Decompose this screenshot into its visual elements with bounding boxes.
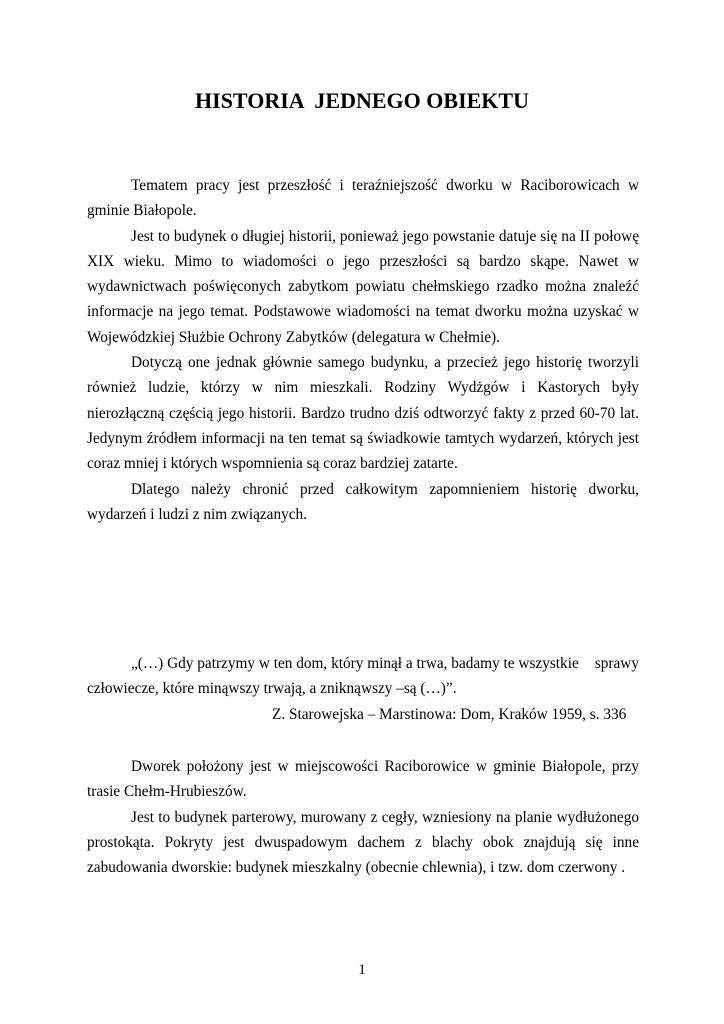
quote-first-line — [87, 651, 639, 676]
page-title: HISTORIA JEDNEGO OBIEKTU — [195, 88, 529, 113]
quote-source: Z. Starowejska – Marstinowa: Dom, Kraków 1959, s. 336 — [272, 705, 627, 723]
quote-text-part1: „(…) Gdy patrzymy w ten dom, który minął a trwa, badamy te wszystkie — [131, 655, 579, 672]
description-section — [87, 754, 639, 880]
quote-second-line: człowiecze, które minąwszy trwają, a zniknąwszy –są (…)”. — [87, 680, 457, 698]
paragraph: Dworek położony jest w miejscowości Raciborowice w gminie Białopole, przy trasie Chełm-Hrubieszów. — [87, 758, 639, 801]
intro-section — [87, 173, 639, 527]
quote-text-part2: sprawy — [594, 655, 639, 672]
paragraph: Jest to budynek o długiej historii, ponieważ jego powstanie datuje się na II połowę XIX wieku. Mimo to wiadomości o jego przeszłości są bardzo skąpe. Nawet w wydawnictwach poświęconych zabytkom powiatu chełmskiego rzadko można znaleźć informacje na jego temat. Podstawowe wiadomości na temat dworku można uzyskać w Wojewódzkiej Służbie Ochrony Zabytków (delegatura w Chełmie). — [87, 227, 639, 346]
paragraph: Jest to budynek parterowy, murowany z cegły, wzniesiony na planie wydłużonego prostokąta. Pokryty jest dwuspadowym dachem z blachy obok znajdują się inne zabudowania dworskie: budynek mieszkalny (obecnie chlewnia), i tzw. dom czerwony . — [87, 808, 639, 877]
paragraph: Dotyczą one jednak głównie samego budynku, a przecież jego historię tworzyli również ludzie, którzy w nim mieszkali. Rodziny Wydżgów i Kastorych były nierozłączną częścią jego historii. Bardzo trudno dziś odtworzyć fakty z przed 60-70 lat. Jedynym źródłem informacji na ten temat są świadkowie tamtych wydarzeń, których jest coraz mniej i których wspomnienia są coraz bardziej zatarte. — [87, 354, 639, 473]
epigraph-quote — [87, 651, 639, 727]
paragraph: Tematem pracy jest przeszłość i teraźniejszość dworku w Raciborowicach w gminie Białopole. — [87, 177, 639, 220]
page-number: 1 — [358, 962, 366, 978]
paragraph: Dlatego należy chronić przed całkowitym zapomnieniem historię dworku, wydarzeń i ludzi z nim związanych. — [87, 480, 639, 523]
